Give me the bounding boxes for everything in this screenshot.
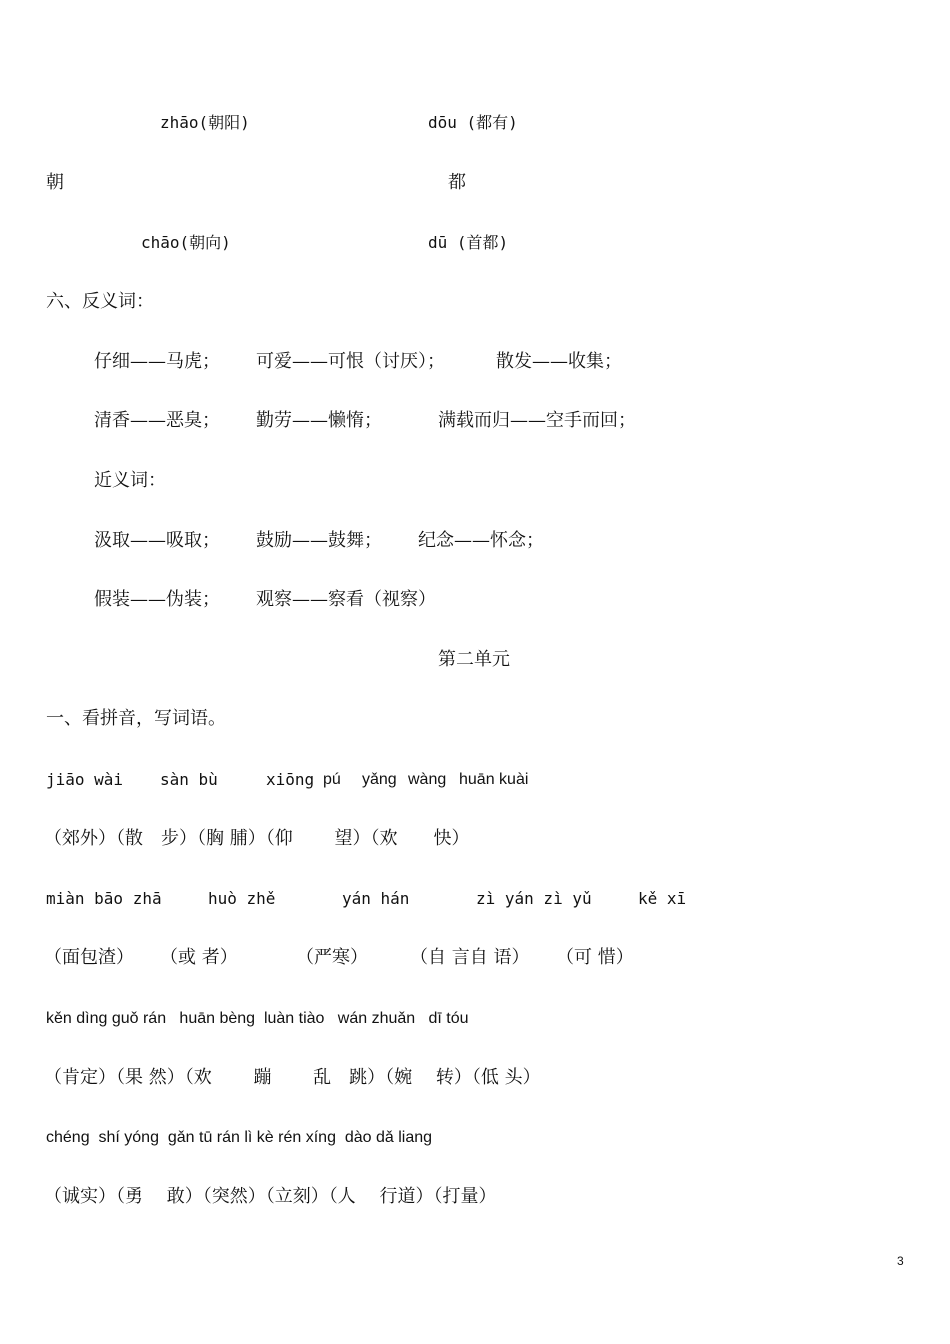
- hanzi-answer: （严寒）: [296, 947, 368, 968]
- synonym-pair: 假装——伪装；: [94, 589, 220, 610]
- hanzi-answer-row: （诚实）（勇 敢）（突然）（立刻）（人 行道）（打量）: [44, 1186, 497, 1207]
- polyphone-dou: dōu (都有): [428, 113, 518, 132]
- polyphone-char-chao: 朝: [46, 172, 64, 193]
- polyphone-zhao: zhāo(朝阳): [160, 113, 250, 132]
- hanzi-answer: （或 者）: [160, 947, 238, 968]
- pinyin-word: sàn bù: [160, 770, 218, 789]
- pinyin-word: huò zhě: [208, 889, 276, 908]
- polyphone-char-dou: 都: [448, 172, 466, 193]
- pinyin-word: huān kuài: [459, 771, 529, 788]
- antonym-pair: 仔细——马虎；: [94, 351, 220, 372]
- hanzi-answer-row: （肯定）（果 然）（欢 蹦 乱 跳）（婉 转）（低 头）: [44, 1067, 541, 1088]
- pinyin-word: xiōng: [266, 770, 315, 789]
- page-number: 3: [897, 1254, 904, 1268]
- synonym-pair: 纪念——怀念；: [418, 530, 544, 551]
- synonym-pair: 观察——察看（视察）: [256, 589, 436, 610]
- antonym-pair: 可爱——可恨（讨厌）；: [256, 351, 445, 372]
- antonym-pair: 清香——恶臭；: [94, 410, 220, 431]
- hanzi-answer-row: （郊外）（散 步）（胸 脯）（仰 望）（欢 快）: [44, 828, 470, 849]
- pinyin-word: kě xī: [638, 889, 687, 908]
- polyphone-chao: chāo(朝向): [141, 233, 231, 252]
- pinyin-row: kěn dìng guǒ rán huān bèng luàn tiào wán zhuǎn dī tóu: [46, 1010, 469, 1027]
- synonym-pair: 汲取——吸取；: [94, 530, 220, 551]
- exercise-heading: 一、看拼音，写词语。: [46, 708, 226, 729]
- pinyin-word: yǎng: [362, 771, 397, 788]
- synonym-pair: 鼓励——鼓舞；: [256, 530, 382, 551]
- unit-title: 第二单元: [438, 649, 510, 670]
- pinyin-word: pú: [323, 771, 341, 788]
- hanzi-answer: （自 言自 语）: [410, 947, 530, 968]
- pinyin-word: yán hán: [342, 889, 410, 908]
- antonym-pair: 散发——收集；: [496, 351, 622, 372]
- hanzi-answer: （可 惜）: [556, 947, 634, 968]
- hanzi-answer: （面包渣）: [44, 947, 134, 968]
- pinyin-word: wàng: [408, 771, 447, 788]
- synonyms-heading: 近义词：: [94, 470, 166, 491]
- pinyin-word: jiāo wài: [46, 770, 124, 789]
- section6-heading: 六、反义词：: [46, 291, 154, 312]
- pinyin-word: zì yán zì yǔ: [476, 889, 592, 908]
- antonym-pair: 勤劳——懒惰；: [256, 410, 382, 431]
- antonym-pair: 满载而归——空手而回；: [438, 410, 636, 431]
- pinyin-row: chéng shí yóng gǎn tū rán lì kè rén xíng dào dǎ liang: [46, 1129, 433, 1146]
- pinyin-word: miàn bāo zhā: [46, 889, 162, 908]
- polyphone-du: dū (首都): [428, 233, 509, 252]
